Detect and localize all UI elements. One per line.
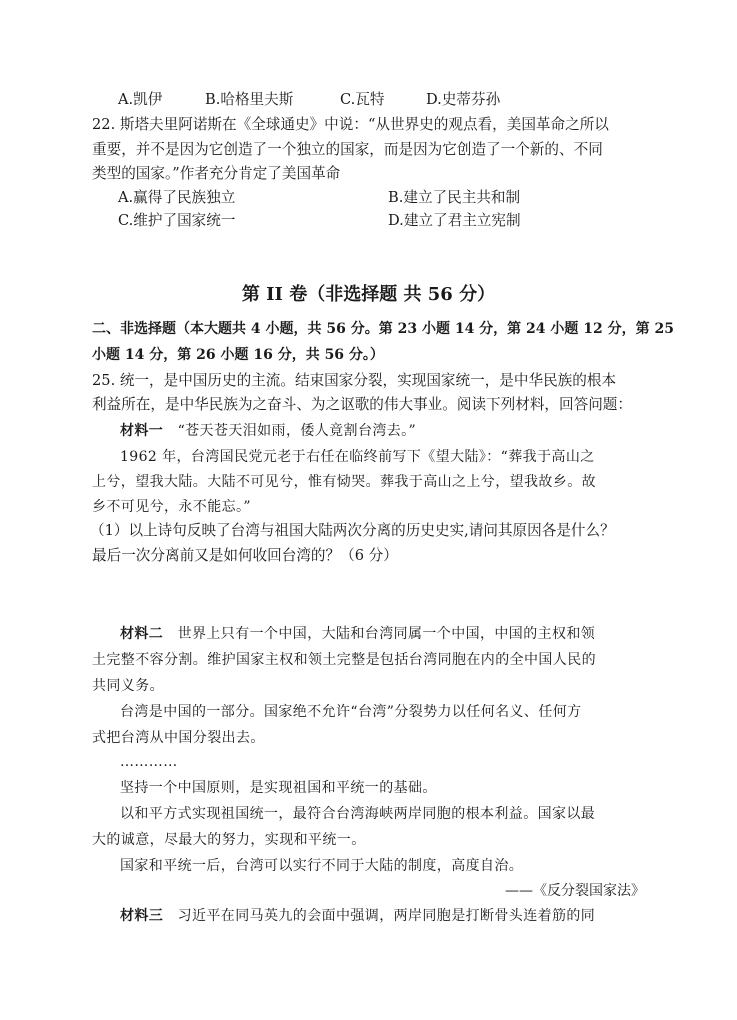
material-2-line-5: 式把台湾从中国分裂出去。: [92, 730, 265, 746]
material-1-line-2: 1962 年，台湾国民党元老于右任在临终前写下《望大陆》：“葬我于高山之: [120, 449, 595, 465]
q25-intro-line-2: 利益所在，是中华民族为之奋斗、为之讴歌的伟大事业。阅读下列材料，回答问题：: [92, 396, 632, 413]
q22-stem-line-2: 重要，并不是因为它创造了一个独立的国家，而是因为它创造了一个新的、不同: [92, 141, 603, 158]
q21-option-c: C.瓦特: [340, 91, 385, 108]
material-2-line-7: 以和平方式实现祖国统一，最符合台湾海峡两岸同胞的根本利益。国家以最: [120, 806, 596, 822]
section-title: 第 II 卷（非选择题 共 56 分）: [241, 284, 496, 305]
material-2-line-3: 共同义务。: [92, 678, 164, 694]
q25-sub1-line-2: 最后一次分离前又是如何收回台湾的？（6 分）: [92, 547, 398, 564]
material-label: 材料二: [120, 626, 164, 642]
material-1-line-1: 材料一 “苍天苍天泪如雨，倭人竟割台湾去。”: [120, 423, 417, 439]
material-2-line-2: 土完整不容分割。维护国家主权和领土完整是包括台湾同胞在内的全中国人民的: [92, 652, 596, 668]
q22-option-d: D.建立了君主立宪制: [388, 212, 521, 229]
section-heading-line-1: 二、非选择题（本大题共 4 小题，共 56 分。第 23 小题 14 分，第 24 小题 12 分，第 25: [92, 321, 674, 337]
material-2-ellipsis: …………: [120, 754, 178, 770]
q25-sub1-line-1: （1）以上诗句反映了台湾与祖国大陆两次分离的历史史实,请问其原因各是什么？: [90, 522, 615, 539]
section-heading-line-2: 小题 14 分，第 26 小题 16 分，共 56 分。）: [92, 347, 384, 363]
material-1-line-4: 乡不可见兮，永不能忘。”: [92, 499, 251, 515]
material-2-source: ——《反分裂国家法》: [505, 883, 645, 899]
material-label: 材料一: [120, 423, 164, 439]
q22-stem-line-1: 22. 斯塔夫里阿诺斯在《全球通史》中说：“从世界史的观点看，美国革命之所以: [92, 116, 609, 133]
material-2-line-8: 大的诚意，尽最大的努力，实现和平统一。: [92, 832, 366, 848]
material-2-line-1: 材料二 世界上只有一个中国，大陆和台湾同属一个中国，中国的主权和领: [120, 626, 596, 642]
q21-option-b: B.哈格里夫斯: [205, 91, 294, 108]
q22-option-b: B.建立了民主共和制: [388, 189, 521, 206]
q21-option-d: D.史蒂芬孙: [426, 91, 501, 108]
material-2-line-9: 国家和平统一后，台湾可以实行不同于大陆的制度，高度自治。: [120, 858, 524, 874]
material-2-line-4: 台湾是中国的一部分。国家绝不允许“台湾”分裂势力以任何名义、任何方: [120, 704, 582, 720]
q22-option-c: C.维护了国家统一: [118, 212, 236, 229]
material-3-line-1: 材料三 习近平在同马英九的会面中强调，两岸同胞是打断骨头连着筋的同: [120, 908, 596, 924]
material-1-line-3: 上兮，望我大陆。大陆不可见兮，惟有恸哭。葬我于高山之上兮，望我故乡。故: [92, 474, 596, 490]
q21-option-a: A.凯伊: [118, 91, 163, 108]
material-label: 材料三: [120, 908, 164, 924]
q22-option-a: A.赢得了民族独立: [118, 189, 236, 206]
material-2-line-6: 坚持一个中国原则，是实现祖国和平统一的基础。: [120, 780, 437, 796]
q25-intro-line-1: 25. 统一，是中国历史的主流。结束国家分裂，实现国家统一，是中华民族的根本: [92, 372, 617, 389]
q22-stem-line-3: 类型的国家。”作者充分肯定了美国革命: [92, 165, 341, 182]
